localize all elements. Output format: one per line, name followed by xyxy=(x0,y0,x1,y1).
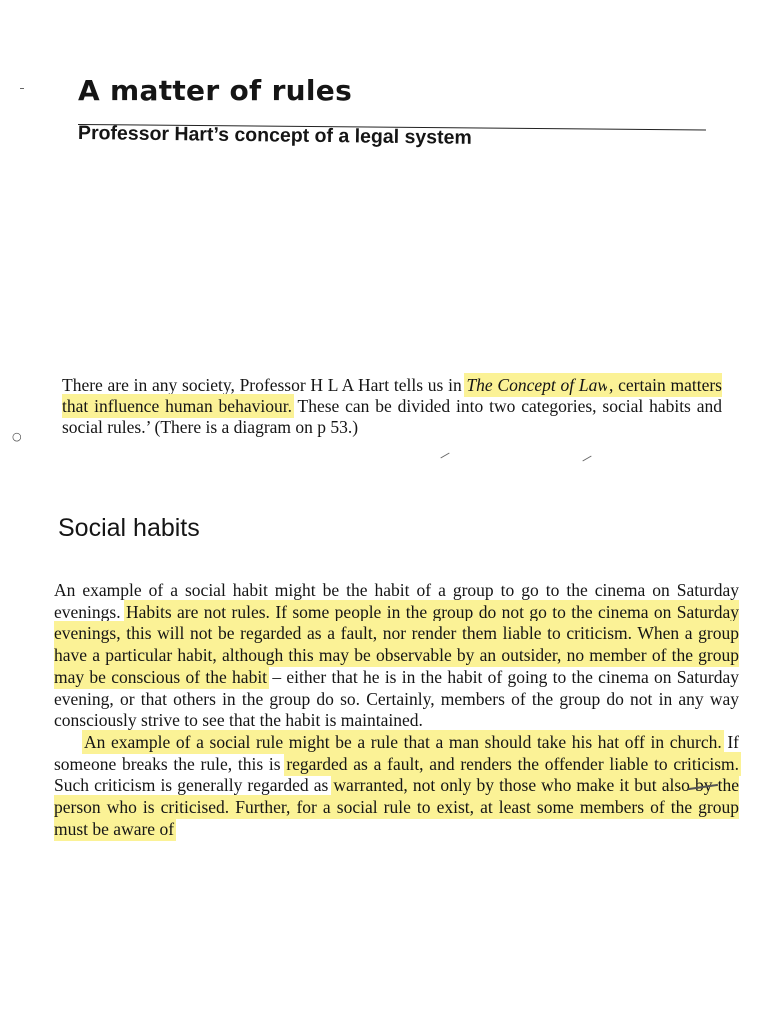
p2-highlight-1: An example of a social rule might be a rule that a man should take his hat off in church. xyxy=(84,731,722,752)
book-title: The Concept of Law xyxy=(466,375,610,395)
intro-text-2: , certain matters that influence human behaviour. xyxy=(62,375,722,416)
body-text xyxy=(54,580,739,840)
paragraph-social-rules xyxy=(54,732,739,841)
intro-text-3: These can be divided into two categories, social habits and social rules.’ (There is a diagram on p 53.) xyxy=(62,396,723,437)
p2-text-4: Such criticism is generally regarded as xyxy=(54,775,334,796)
paragraph-social-habits xyxy=(54,580,739,732)
p2-highlight-3: warranted, not only by those who make it but also by the person who is criticised. Further, for a social rule to exist, at least some members of the group must be aware of xyxy=(54,775,740,839)
page-subtitle: Professor Hart’s concept of a legal system xyxy=(77,122,472,149)
intro-paragraph xyxy=(62,375,722,438)
p1-highlight: Habits are not rules. If some people in the group do not go to the cinema on Saturday evenings, this will not be regarded as a fault, nor render them liable to criticism. When a group have a particular habit, although this may be observable by an outsider, no member of the group may be conscious of the habit xyxy=(54,601,739,687)
tick-mark-2 xyxy=(582,456,591,462)
intro-text-1: There are in any society, Professor H L A Hart tells us in xyxy=(62,375,467,395)
page-title: A matter of rules xyxy=(78,74,353,107)
tick-mark xyxy=(440,453,449,459)
stray-mark xyxy=(20,88,24,89)
section-heading: Social habits xyxy=(58,514,200,542)
p2-highlight-2: regarded as a fault, and renders the offender liable to criticism. xyxy=(286,753,739,774)
margin-circle-mark: ○ xyxy=(12,430,22,443)
p1-sentence-1: An example of a social habit might be the habit of a group to go to the cinema on Saturday evenings. xyxy=(54,580,739,622)
p1-sentence-3: – either that he is in the habit of going to the cinema on Saturday evening, or that others in the group do so. Certainly, members of the group do not in any way consciously strive to see that the habit is maintained. xyxy=(54,666,739,731)
p2-text-2: If someone breaks the rule, this is xyxy=(54,731,740,774)
